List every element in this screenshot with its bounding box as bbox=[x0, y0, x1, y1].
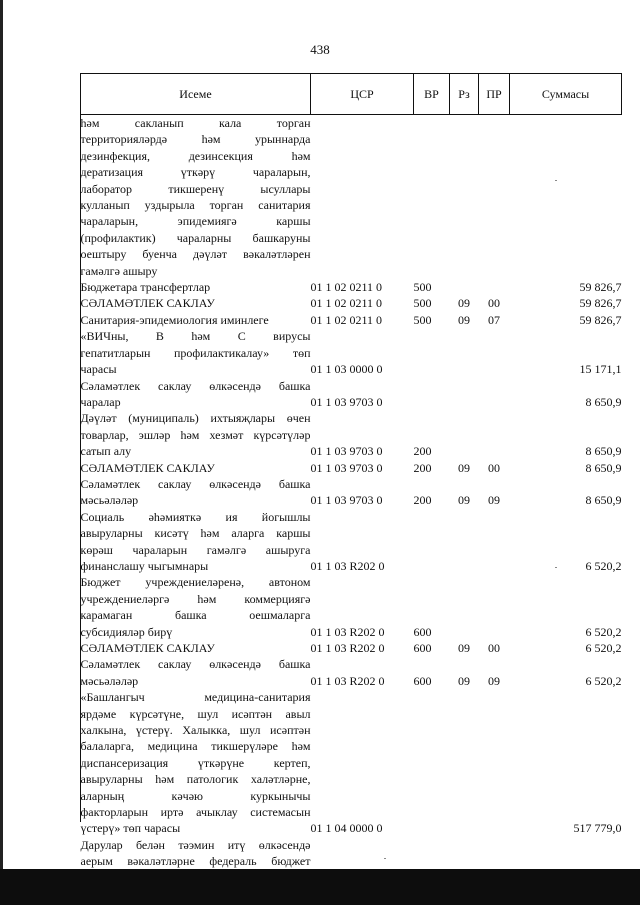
row-csr: 01 1 03 R202 0 bbox=[310, 624, 385, 639]
name-line: Дарулар белән тәэмин итү өлкәсендә bbox=[80, 837, 311, 852]
row-name bbox=[81, 656, 311, 689]
name-line: Сәламәтлек саклау өлкәсендә башка bbox=[80, 657, 311, 672]
row-pr: 00 bbox=[488, 296, 500, 311]
row-rz bbox=[450, 115, 479, 280]
row-rz: 09 bbox=[458, 673, 470, 688]
row-pr bbox=[479, 509, 510, 575]
row-rz bbox=[450, 328, 479, 377]
table-row bbox=[81, 279, 622, 295]
row-pr: 00 bbox=[488, 460, 500, 475]
name-line: балаларга, медицина тикшерүләре һәм bbox=[80, 739, 311, 754]
name-line: чарасы bbox=[80, 362, 117, 377]
row-csr: 01 1 03 9703 0 bbox=[310, 394, 383, 409]
row-sum: 6 520,2 bbox=[585, 673, 622, 688]
row-vr: 600 bbox=[413, 641, 432, 655]
table-row bbox=[81, 295, 622, 311]
row-rz: 09 bbox=[458, 312, 470, 327]
row-name bbox=[81, 295, 311, 311]
row-csr: 01 1 03 R202 0 bbox=[310, 641, 385, 655]
name-line: Санитария-эпидемиология иминлеге bbox=[80, 312, 269, 327]
name-line: көрәш чараларын гамәлгә ашыруга bbox=[80, 542, 311, 557]
row-sum: 8 650,9 bbox=[585, 460, 622, 475]
row-sum: 15 171,1 bbox=[579, 362, 622, 377]
table-row bbox=[81, 115, 622, 280]
scan-edge bbox=[0, 0, 3, 905]
row-sum: 59 826,7 bbox=[579, 312, 622, 327]
row-pr bbox=[479, 410, 510, 459]
row-rz: 09 bbox=[458, 641, 470, 655]
row-name bbox=[81, 378, 311, 411]
row-vr: 600 bbox=[413, 673, 432, 688]
row-name bbox=[81, 410, 311, 459]
name-line: Бюджет учреждениеләренә, автоном bbox=[80, 575, 311, 590]
row-sum: 6 520,2 bbox=[585, 624, 622, 639]
row-pr: 09 bbox=[488, 673, 500, 688]
table-body bbox=[81, 115, 622, 887]
name-line: товарлар, эшләр һәм хезмәт күрсәтүләр bbox=[80, 427, 311, 442]
name-line: территорияләрдә һәм урыннарда bbox=[80, 132, 311, 147]
scan-speck bbox=[555, 180, 557, 181]
row-name bbox=[81, 460, 311, 476]
row-sum: 6 520,2 bbox=[585, 641, 622, 655]
row-vr: 200 bbox=[413, 460, 432, 475]
name-line: кулланып уздырыла торган санитария bbox=[80, 198, 311, 213]
name-line: Социаль әһәмияткә ия йогышлы bbox=[80, 509, 311, 524]
name-line: аерым вәкаләтләрне федераль бюджет bbox=[80, 854, 311, 869]
table-left-border bbox=[80, 114, 81, 822]
table-row bbox=[81, 312, 622, 328]
row-vr bbox=[414, 689, 450, 837]
row-name bbox=[81, 689, 311, 837]
table-header-row bbox=[81, 74, 622, 115]
name-line: мәсьәләләр bbox=[80, 493, 139, 508]
row-pr: 00 bbox=[488, 641, 500, 655]
row-sum: 517 779,0 bbox=[573, 821, 622, 836]
row-pr bbox=[479, 574, 510, 640]
name-line: чаралар bbox=[80, 394, 121, 409]
row-csr: 01 1 03 9703 0 bbox=[310, 493, 383, 508]
scan-bottom-edge bbox=[0, 869, 640, 905]
row-vr bbox=[414, 378, 450, 411]
row-csr: 01 1 02 0211 0 bbox=[310, 296, 383, 311]
table-row bbox=[81, 640, 622, 656]
name-line: һәм сакланып кала торган bbox=[80, 116, 311, 130]
row-pr bbox=[479, 378, 510, 411]
row-csr: 01 1 03 R202 0 bbox=[310, 673, 385, 688]
name-line: карамаган башка оешмаларга bbox=[80, 608, 311, 623]
scan-speck bbox=[555, 567, 557, 568]
row-sum: 59 826,7 bbox=[579, 280, 622, 295]
name-line: сатып алу bbox=[80, 444, 132, 459]
row-name bbox=[81, 509, 311, 575]
row-rz: 09 bbox=[458, 460, 470, 475]
row-sum: 59 826,7 bbox=[579, 296, 622, 311]
name-line: субсидияләр бирү bbox=[80, 624, 173, 639]
name-line: гепатитларын профилактикалау» төп bbox=[80, 345, 311, 360]
table-row bbox=[81, 476, 622, 509]
row-name bbox=[81, 279, 311, 295]
header-sum: Суммасы bbox=[510, 74, 622, 115]
row-csr: 01 1 03 0000 0 bbox=[310, 362, 383, 377]
header-rz: Рз bbox=[450, 74, 479, 115]
row-rz bbox=[450, 410, 479, 459]
row-csr: 01 1 03 9703 0 bbox=[310, 460, 383, 475]
table-row bbox=[81, 328, 622, 377]
row-vr: 500 bbox=[413, 296, 432, 311]
row-csr: 01 1 03 9703 0 bbox=[310, 444, 383, 459]
name-line: үстерү» төп чарасы bbox=[80, 821, 181, 836]
row-sum: 8 650,9 bbox=[585, 394, 622, 409]
row-sum: 6 520,2 bbox=[585, 558, 622, 573]
name-line: Бюджетара трансфертлар bbox=[80, 280, 211, 295]
header-name: Исеме bbox=[81, 74, 311, 115]
header-vr: ВР bbox=[414, 74, 450, 115]
row-name bbox=[81, 328, 311, 377]
row-name bbox=[81, 640, 311, 656]
name-line: оештыру буенча дәүләт вәкаләтләрен bbox=[80, 247, 311, 262]
table-row bbox=[81, 656, 622, 689]
row-pr: 07 bbox=[488, 312, 500, 327]
row-csr: 01 1 02 0211 0 bbox=[310, 280, 383, 295]
row-vr: 500 bbox=[413, 280, 432, 295]
row-pr bbox=[479, 115, 510, 280]
row-rz bbox=[450, 378, 479, 411]
row-vr: 500 bbox=[413, 312, 432, 327]
row-rz: 09 bbox=[458, 296, 470, 311]
table-row bbox=[81, 509, 622, 575]
table-row bbox=[81, 574, 622, 640]
row-csr: 01 1 02 0211 0 bbox=[310, 312, 383, 327]
name-line: лаборатор тикшеренү ысуллары bbox=[80, 181, 311, 196]
table-row bbox=[81, 410, 622, 459]
row-vr: 600 bbox=[413, 624, 432, 639]
name-line: факторларын иртә ачыклау системасын bbox=[80, 805, 311, 820]
row-vr: 200 bbox=[413, 493, 432, 508]
table-row bbox=[81, 378, 622, 411]
name-line: «ВИЧны, В һәм С вирусы bbox=[80, 329, 311, 344]
row-csr bbox=[311, 115, 414, 280]
row-vr bbox=[414, 328, 450, 377]
row-sum bbox=[510, 115, 622, 280]
row-rz bbox=[450, 574, 479, 640]
budget-table bbox=[80, 73, 622, 886]
name-line: аларның кәчәю куркынычы bbox=[80, 788, 311, 803]
row-pr bbox=[479, 328, 510, 377]
name-line: халкына, үстерү. Халыкка, шул исәптән bbox=[80, 723, 311, 738]
row-sum: 8 650,9 bbox=[585, 493, 622, 508]
name-line: ярдәме күрсәтүне, шул исәптән авыл bbox=[80, 706, 311, 721]
row-csr: 01 1 03 R202 0 bbox=[310, 558, 385, 573]
row-pr: 09 bbox=[488, 493, 500, 508]
name-line: авыруларны һәм патологик халәтләрне, bbox=[80, 772, 311, 787]
name-line: Сәламәтлек саклау өлкәсендә башка bbox=[80, 378, 311, 393]
name-line: авыруларны кисәтү һәм аларга каршы bbox=[80, 526, 311, 541]
name-line: гамәлгә ашыру bbox=[80, 263, 158, 278]
name-line: СӘЛАМӘТЛЕК САКЛАУ bbox=[80, 641, 215, 655]
row-vr: 200 bbox=[413, 444, 432, 459]
page-number: 438 bbox=[310, 42, 330, 57]
row-name bbox=[81, 574, 311, 640]
scan-speck bbox=[384, 858, 386, 859]
row-vr bbox=[414, 509, 450, 575]
name-line: дератизация үткәрү чараларын, bbox=[80, 165, 311, 180]
row-rz: 09 bbox=[458, 493, 470, 508]
name-line: дезинфекция, дезинсекция һәм bbox=[80, 148, 311, 163]
table-row bbox=[81, 460, 622, 476]
row-pr bbox=[479, 279, 510, 295]
header-csr: ЦСР bbox=[311, 74, 414, 115]
name-line: СӘЛАМӘТЛЕК САКЛАУ bbox=[80, 296, 215, 311]
name-line: финанслашу чыгымнары bbox=[80, 558, 209, 573]
name-line: учреждениеләргә һәм коммерциягә bbox=[80, 591, 311, 606]
row-name bbox=[81, 312, 311, 328]
row-name bbox=[81, 115, 311, 280]
row-sum: 8 650,9 bbox=[585, 444, 622, 459]
row-name bbox=[81, 476, 311, 509]
row-csr: 01 1 04 0000 0 bbox=[310, 821, 383, 836]
table-row bbox=[81, 689, 622, 837]
name-line: СӘЛАМӘТЛЕК САКЛАУ bbox=[80, 460, 215, 475]
name-line: Сәламәтлек саклау өлкәсендә башка bbox=[80, 476, 311, 491]
row-vr bbox=[414, 115, 450, 280]
name-line: чараларын, эпидемиягә каршы bbox=[80, 214, 311, 229]
name-line: диспансеризация үткәрүне кертеп, bbox=[80, 755, 311, 770]
row-rz bbox=[450, 689, 479, 837]
name-line: Дәүләт (муниципаль) ихтыяҗлары өчен bbox=[80, 411, 311, 426]
name-line: (профилактик) чараларны башкаруны bbox=[80, 230, 311, 245]
name-line: «Башлангыч медицина-санитария bbox=[80, 690, 311, 705]
row-rz bbox=[450, 279, 479, 295]
header-pr: ПР bbox=[479, 74, 510, 115]
name-line: мәсьәләләр bbox=[80, 673, 139, 688]
row-pr bbox=[479, 689, 510, 837]
row-rz bbox=[450, 509, 479, 575]
